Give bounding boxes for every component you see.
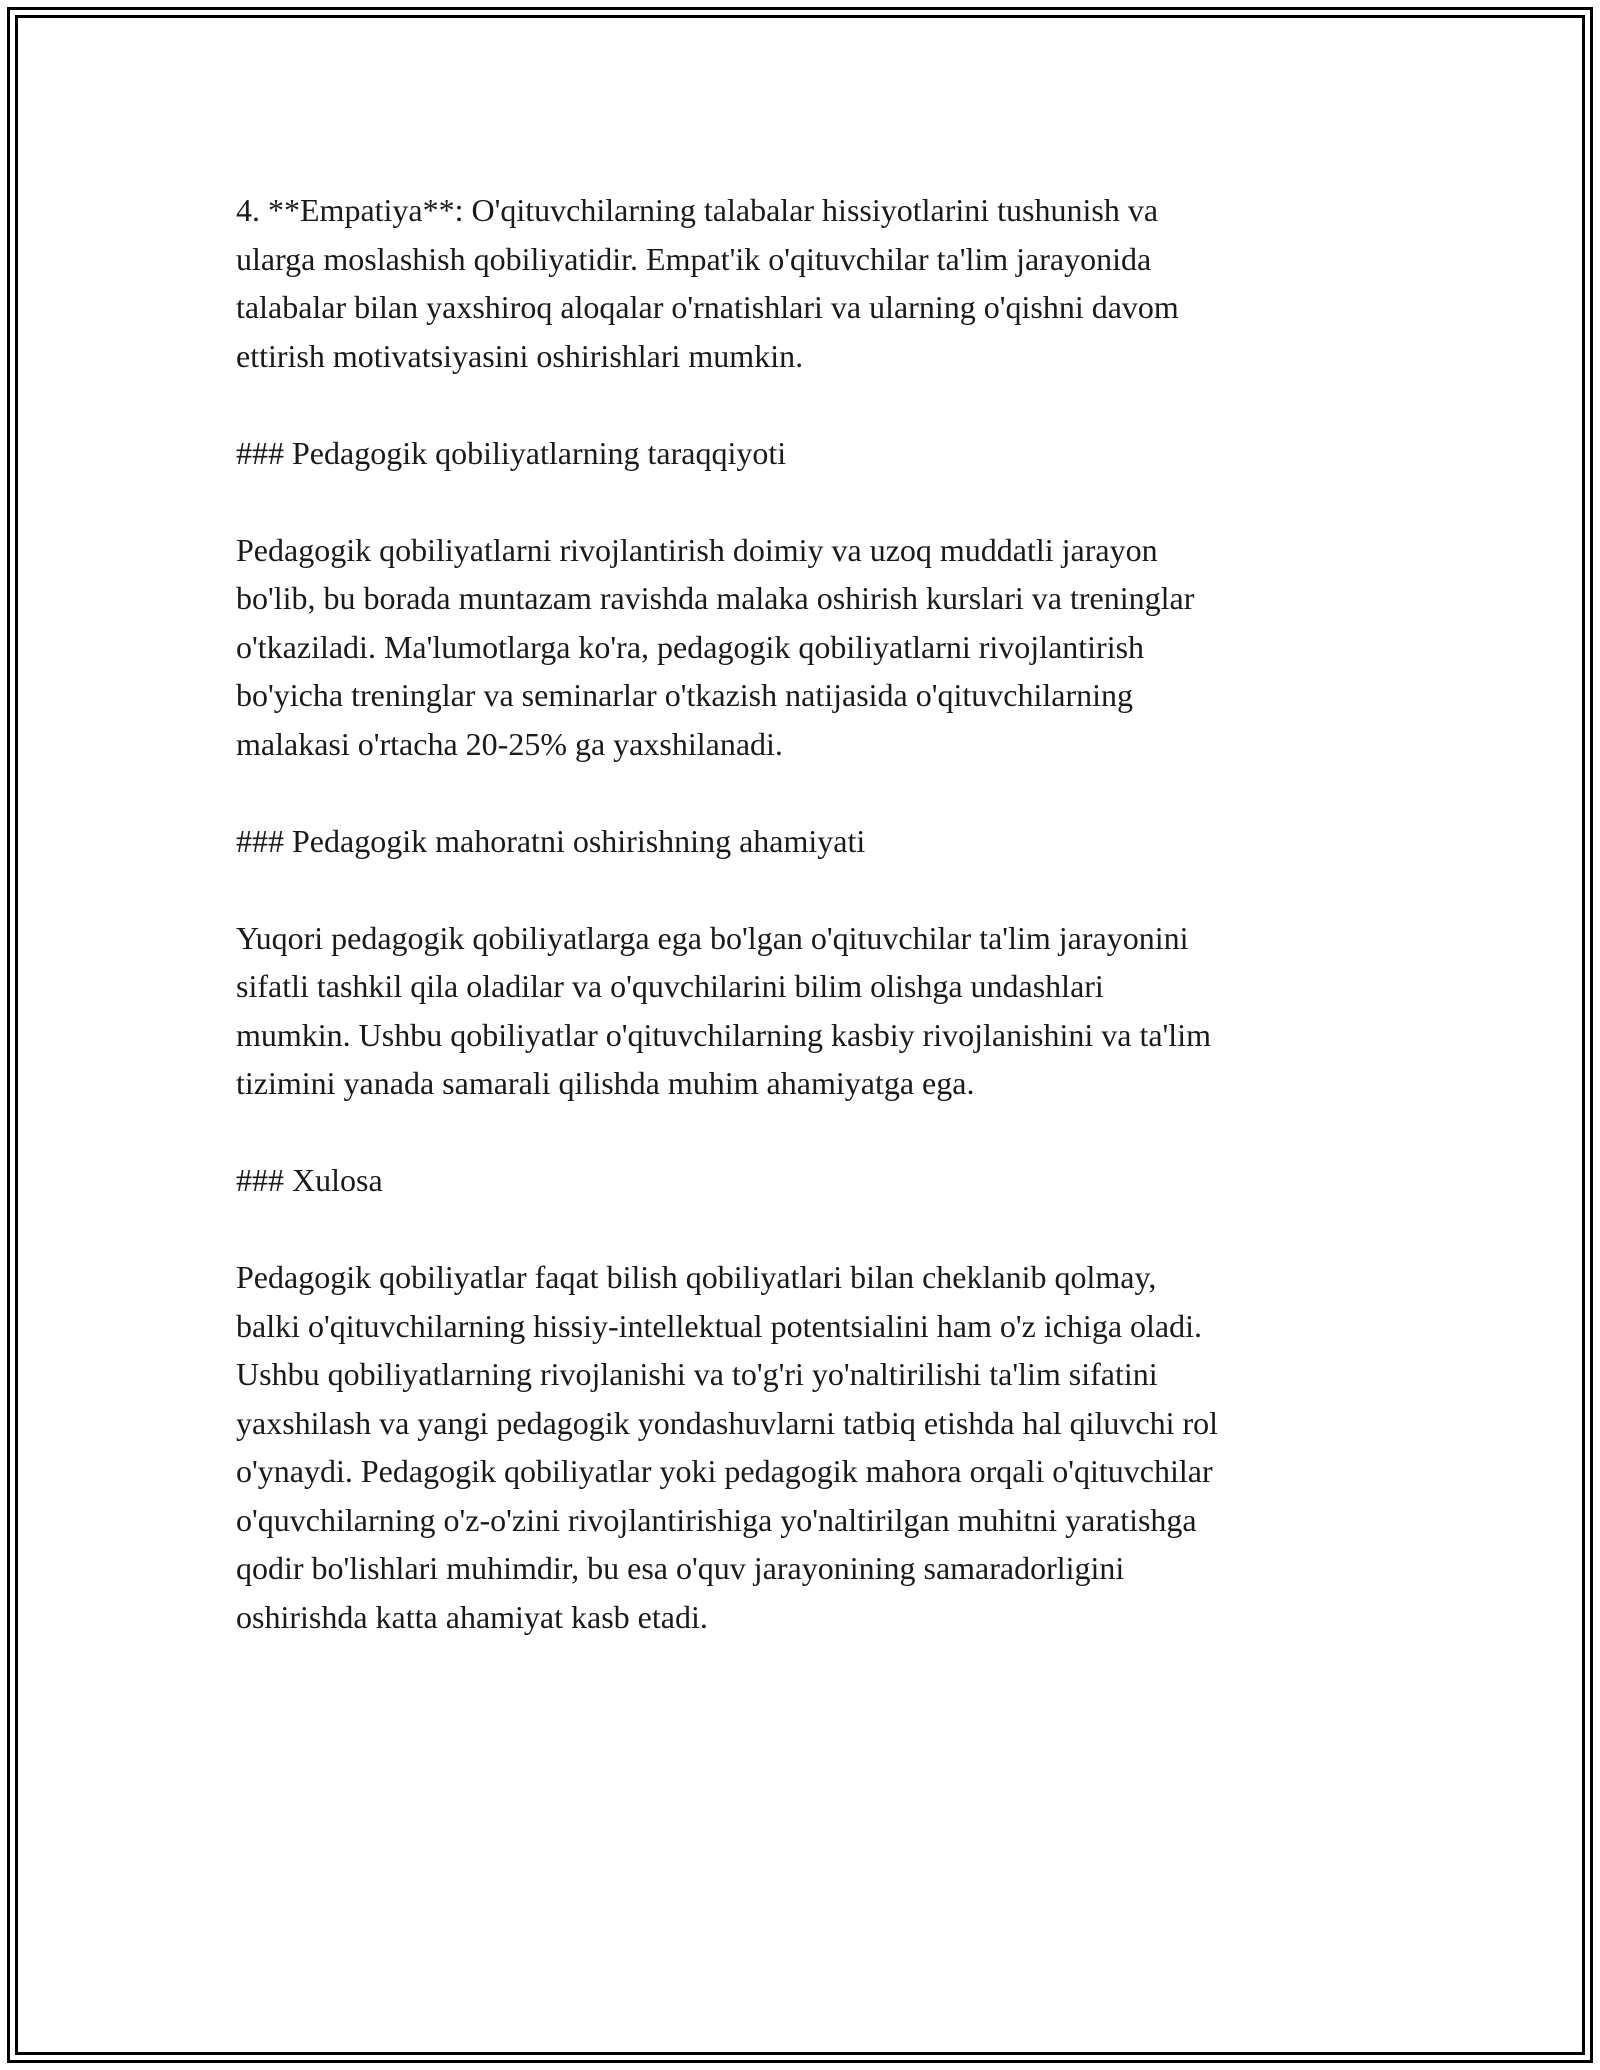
paragraph-ahamiyati: Yuqori pedagogik qobiliyatlarga ega bo'lgan o'qituvchilar ta'lim jarayonini sifatli tashkil qila oladilar va o'quvchilarini bilim olishga undashlari mumkin. Ushbu qobiliyatlar o'qituvchilarning kasbiy rivojlanishini va ta'lim tizimini yanada samarali qilishda muhim ahamiyatga ega.	[236, 919, 1211, 1101]
heading-pedagogik-mahoratni-oshirishning-ahamiyati: ### Pedagogik mahoratni oshirishning ahamiyati	[236, 822, 866, 859]
paragraph-taraqqiyoti: Pedagogik qobiliyatlarni rivojlantirish doimiy va uzoq muddatli jarayon bo'lib, bu borada muntazam ravishda malaka oshirish kurslari va treninglar o'tkaziladi. Ma'lumotlarga ko'ra, pedagogik qobiliyatlarni rivojlantirish bo'yicha treninglar va seminarlar o'tkazish natijasida o'qituvchilarning malakasi o'rtacha 20-25% ga yaxshilanadi.	[236, 531, 1195, 762]
heading-xulosa: ### Xulosa	[236, 1162, 383, 1198]
document-body	[236, 186, 1376, 1690]
heading-pedagogik-qobiliyatlarning-taraqqiyoti: ### Pedagogik qobiliyatlarning taraqqiyoti	[236, 434, 787, 471]
paragraph-empatiya: 4. **Empatiya**: O'qituvchilarning talabalar hissiyotlarini tushunish va ularga moslashish qobiliyatidir. Empat'ik o'qituvchilar ta'lim jarayonida talabalar bilan yaxshiroq aloqalar o'rnatishlari va ularning o'qishni davom ettirish motivatsiyasini oshirishlari mumkin.	[236, 192, 1179, 374]
paragraph-xulosa: Pedagogik qobiliyatlar faqat bilish qobiliyatlari bilan cheklanib qolmay, balki o'qituvchilarning hissiy-intellektual potentsialini ham o'z ichiga oladi. Ushbu qobiliyatlarning rivojlanishi va to'g'ri yo'naltirilishi ta'lim sifatini yaxshilash va yangi pedagogik yondashuvlarni tatbiq etishda hal qiluvchi rol o'ynaydi. Pedagogik qobiliyatlar yoki pedagogik mahora orqali o'qituvchilar o'quvchilarning o'z-o'zini rivojlantirishiga yo'naltirilgan muhitni yaratishga qodir bo'lishlari muhimdir, bu esa o'quv jarayonining samaradorligini oshirishda katta ahamiyat kasb etadi.	[236, 1259, 1219, 1635]
